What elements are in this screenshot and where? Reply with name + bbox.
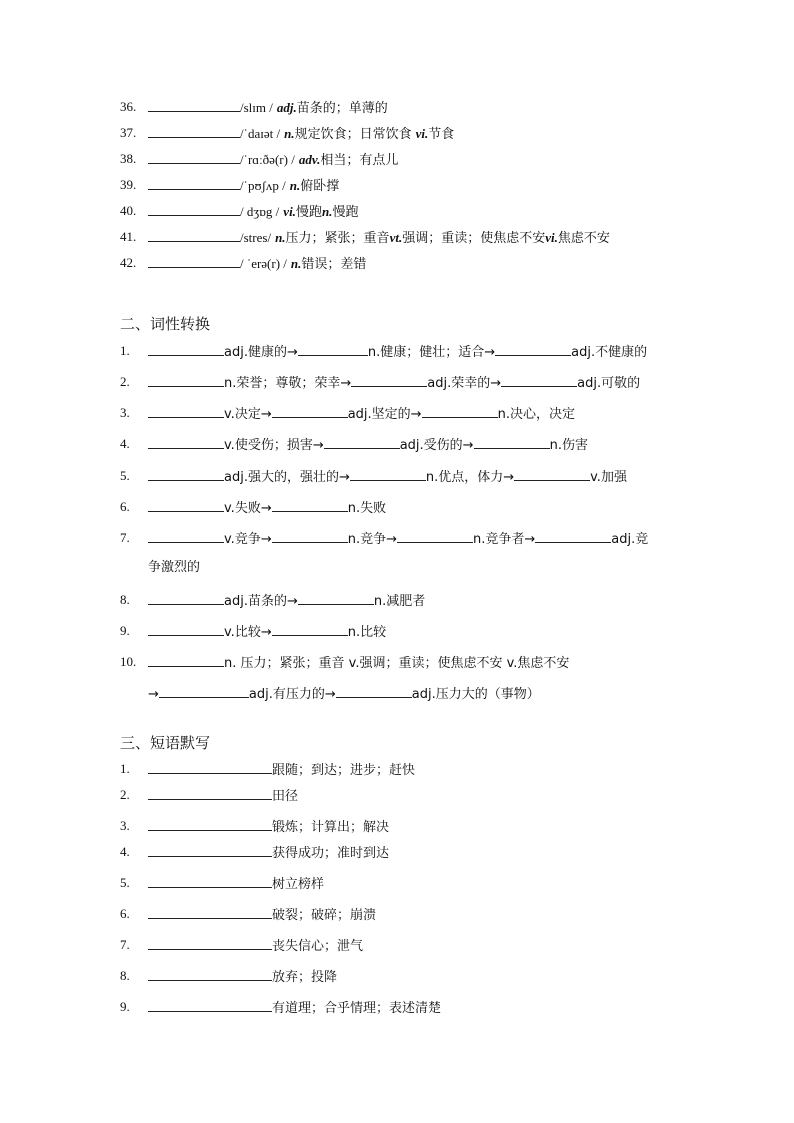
- hint-text: adj.健康的→: [224, 345, 298, 360]
- phrase-meaning: 树立榜样: [272, 877, 325, 892]
- part-of-speech: n.: [275, 230, 286, 245]
- item-number: 1.: [120, 761, 130, 776]
- answer-blank[interactable]: [148, 123, 240, 138]
- phonetic: /ˈrɑːðə(r) /: [240, 152, 295, 167]
- hint-text: adj.竞: [611, 532, 649, 547]
- answer-blank[interactable]: [148, 652, 224, 667]
- answer-blank[interactable]: [350, 466, 426, 481]
- answer-blank[interactable]: [495, 341, 571, 356]
- hint-text: →: [148, 687, 159, 702]
- answer-blank[interactable]: [148, 904, 272, 919]
- part-of-speech: adj.: [276, 100, 297, 115]
- hint-text: n.决心，决定: [497, 407, 575, 422]
- meaning: 慢跑: [295, 205, 322, 220]
- answer-blank[interactable]: [397, 528, 473, 543]
- item-number: 7.: [120, 937, 130, 952]
- hint-text: n.优点，体力→: [425, 470, 515, 485]
- hint-text: n.健康；健壮；适合→: [367, 345, 496, 360]
- item-number: 3.: [120, 405, 130, 420]
- answer-blank[interactable]: [148, 785, 272, 800]
- section-heading-word-forms: 二、词性转换: [120, 315, 211, 333]
- item-number: 8.: [120, 592, 130, 607]
- item-number: 2.: [120, 787, 130, 802]
- answer-blank[interactable]: [148, 590, 224, 605]
- answer-blank[interactable]: [148, 175, 240, 190]
- item-number: 36.: [120, 99, 137, 114]
- item-number: 1.: [120, 343, 130, 358]
- answer-blank[interactable]: [148, 253, 240, 268]
- answer-blank[interactable]: [272, 403, 348, 418]
- item-number: 5.: [120, 468, 130, 483]
- meaning: 相当；有点儿: [320, 153, 399, 168]
- item-number: 6.: [120, 499, 130, 514]
- phrase-meaning: 有道理；合乎情理；表述清楚: [272, 1001, 442, 1016]
- meaning: 压力；紧张；重音: [285, 231, 390, 246]
- phrase-meaning: 放弃；投降: [272, 970, 338, 985]
- answer-blank[interactable]: [298, 590, 374, 605]
- meaning: 苗条的；单薄的: [296, 101, 388, 116]
- phrase-meaning: 获得成功；准时到达: [272, 846, 390, 861]
- hint-text: adj.压力大的（事物）: [411, 687, 540, 702]
- item-number: 5.: [120, 875, 130, 890]
- part-of-speech: n.: [321, 204, 333, 219]
- meaning: 俯卧撑: [300, 179, 340, 194]
- hint-text: n.竞争者→: [472, 532, 536, 547]
- meaning: 节食: [428, 127, 455, 142]
- hint-text: n.伤害: [549, 438, 588, 453]
- item-number: 41.: [120, 229, 137, 244]
- item-number: 9.: [120, 999, 130, 1014]
- item-number: 6.: [120, 906, 130, 921]
- hint-text: n.失败: [347, 501, 387, 516]
- meaning: 焦虑不安: [557, 231, 610, 246]
- item-number: 39.: [120, 177, 137, 192]
- phrase-meaning: 田径: [272, 789, 299, 804]
- item-number: 10.: [120, 654, 137, 669]
- answer-blank[interactable]: [501, 372, 577, 387]
- answer-blank[interactable]: [148, 997, 272, 1012]
- section-heading-phrases: 三、短语默写: [120, 734, 211, 752]
- hint-text: v.加强: [590, 470, 627, 485]
- part-of-speech: n.: [290, 256, 302, 271]
- hint-text: adj.受伤的→: [399, 438, 474, 453]
- part-of-speech: n.: [289, 178, 301, 193]
- item-number: 2.: [120, 374, 130, 389]
- answer-blank[interactable]: [148, 935, 272, 950]
- part-of-speech: vt.: [389, 230, 403, 245]
- item-number: 37.: [120, 125, 137, 140]
- item-number: 8.: [120, 968, 130, 983]
- hint-text: n.减肥者: [373, 594, 426, 609]
- part-of-speech: n.: [284, 126, 295, 141]
- hint-text: n.竞争→: [347, 532, 397, 547]
- phonetic: /ˈpʊʃʌp /: [240, 178, 286, 193]
- answer-blank[interactable]: [148, 528, 224, 543]
- answer-blank[interactable]: [535, 528, 611, 543]
- answer-blank[interactable]: [272, 497, 348, 512]
- answer-blank[interactable]: [324, 434, 400, 449]
- phonetic: /ˈdaɪət /: [240, 126, 281, 141]
- answer-blank[interactable]: [474, 434, 550, 449]
- hint-text: adj.不健康的: [571, 345, 648, 360]
- meaning: 强调；重读；使焦虑不安: [402, 231, 546, 246]
- item-number: 9.: [120, 623, 130, 638]
- hint-text: adj.荣幸的→: [427, 376, 502, 391]
- answer-blank[interactable]: [272, 528, 348, 543]
- hint-text: adj.苗条的→: [224, 594, 298, 609]
- answer-blank[interactable]: [514, 466, 590, 481]
- answer-blank[interactable]: [148, 873, 272, 888]
- meaning: 慢跑: [332, 205, 359, 220]
- answer-blank[interactable]: [351, 372, 427, 387]
- hint-text: n.比较: [347, 625, 387, 640]
- hint-text: 争激烈的: [148, 560, 201, 575]
- answer-blank[interactable]: [148, 97, 240, 112]
- item-number: 4.: [120, 844, 130, 859]
- answer-blank[interactable]: [148, 842, 272, 857]
- hint-text: v.比较→: [224, 625, 272, 640]
- hint-text: adj.有压力的→: [248, 687, 336, 702]
- item-number: 7.: [120, 530, 130, 545]
- answer-blank[interactable]: [148, 759, 272, 774]
- answer-blank[interactable]: [422, 403, 498, 418]
- part-of-speech: vi.: [545, 230, 558, 245]
- meaning: 规定饮食；日常饮食: [294, 127, 412, 142]
- phonetic: / dʒɒg /: [240, 204, 280, 219]
- item-number: 38.: [120, 151, 137, 166]
- answer-blank[interactable]: [159, 683, 249, 698]
- answer-blank[interactable]: [336, 683, 412, 698]
- phrase-meaning: 丧失信心；泄气: [272, 939, 364, 954]
- answer-blank[interactable]: [148, 621, 224, 636]
- answer-blank[interactable]: [148, 497, 224, 512]
- hint-text: v.决定→: [224, 407, 272, 422]
- answer-blank[interactable]: [148, 434, 224, 449]
- answer-blank[interactable]: [148, 341, 224, 356]
- hint-text: adj.可敬的: [577, 376, 641, 391]
- hint-text: v.使受伤；损害→: [224, 438, 324, 453]
- phrase-meaning: 破裂；破碎；崩溃: [272, 908, 377, 923]
- answer-blank[interactable]: [148, 966, 272, 981]
- phrase-meaning: 跟随；到达；进步；赶快: [272, 763, 416, 778]
- hint-text: v.竞争→: [224, 532, 272, 547]
- phonetic: / ˈerə(r) /: [240, 256, 287, 271]
- hint-text: adj.强大的，强壮的→: [224, 470, 350, 485]
- answer-blank[interactable]: [148, 201, 240, 216]
- hint-text: adj.坚定的→: [347, 407, 422, 422]
- meaning: 错误；差错: [301, 257, 367, 272]
- answer-blank[interactable]: [148, 372, 224, 387]
- answer-blank[interactable]: [298, 341, 368, 356]
- answer-blank[interactable]: [148, 403, 224, 418]
- phonetic: /stres/: [240, 230, 272, 245]
- part-of-speech: vi.: [283, 204, 296, 219]
- hint-text: n. 压力；紧张；重音 v.强调；重读；使焦虑不安 v.焦虑不安: [224, 656, 570, 671]
- answer-blank[interactable]: [272, 621, 348, 636]
- item-number: 4.: [120, 436, 130, 451]
- answer-blank[interactable]: [148, 466, 224, 481]
- part-of-speech: vi.: [415, 126, 429, 141]
- hint-text: v.失败→: [224, 501, 272, 516]
- item-number: 40.: [120, 203, 137, 218]
- part-of-speech: adv.: [298, 152, 321, 167]
- hint-text: n.荣誉；尊敬；荣幸→: [224, 376, 352, 391]
- answer-blank[interactable]: [148, 816, 272, 831]
- answer-blank[interactable]: [148, 149, 240, 164]
- answer-blank[interactable]: [148, 227, 240, 242]
- phrase-meaning: 锻炼；计算出；解决: [272, 820, 390, 835]
- phonetic: /slɪm /: [240, 100, 273, 115]
- item-number: 3.: [120, 818, 130, 833]
- item-number: 42.: [120, 255, 137, 270]
